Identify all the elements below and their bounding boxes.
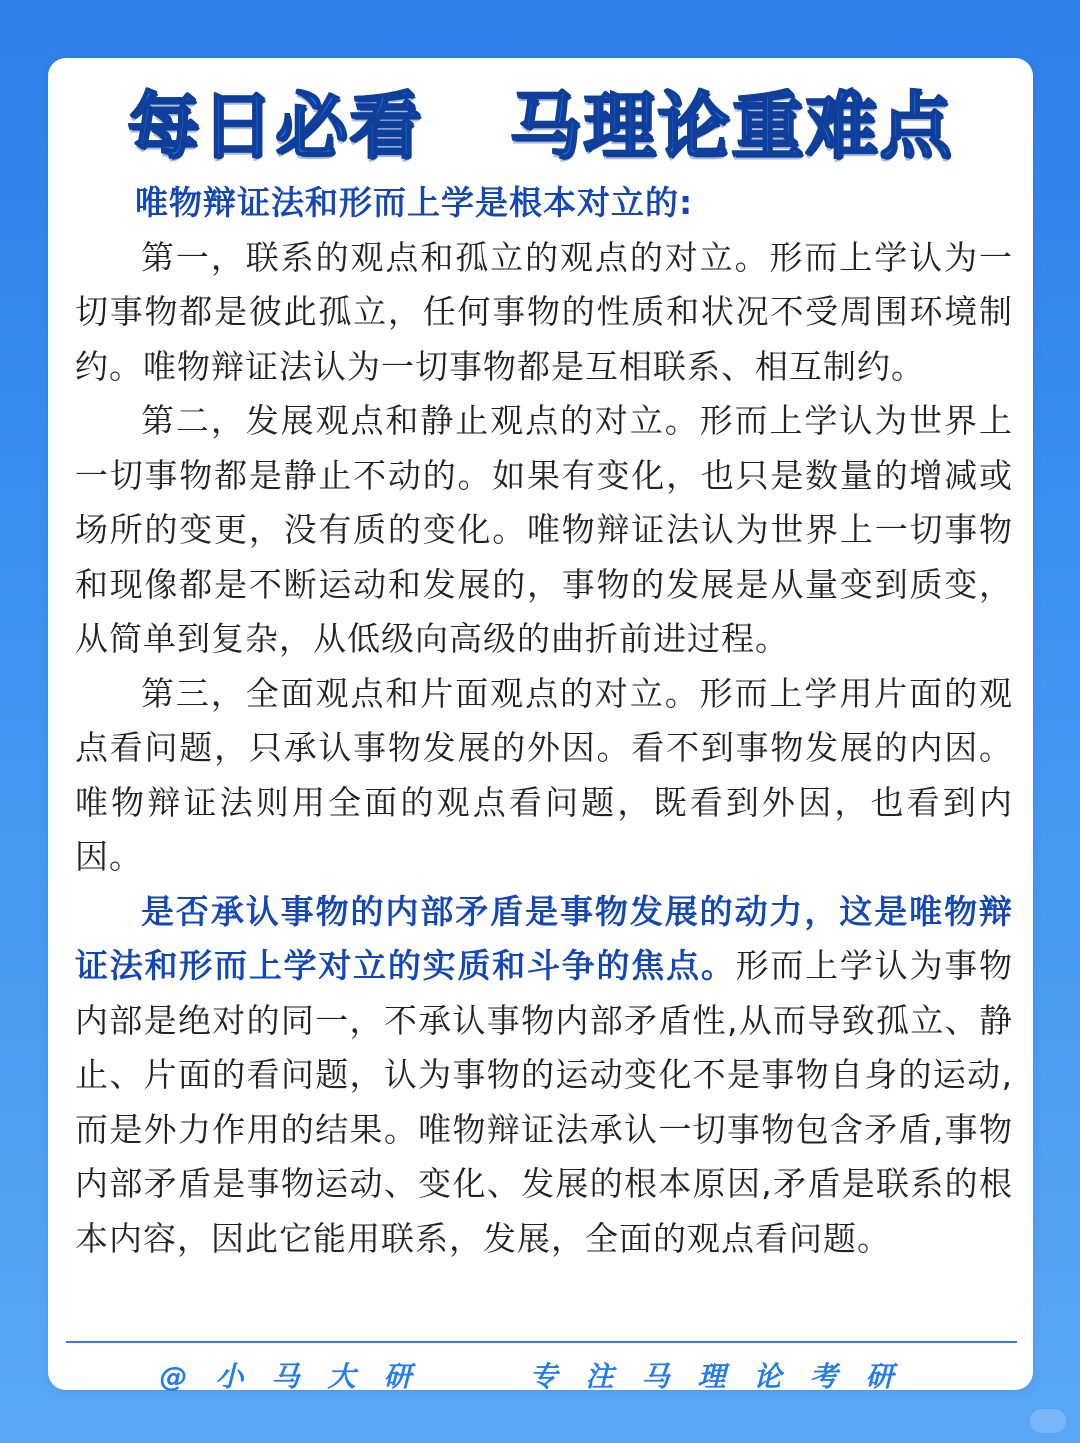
paragraph-3: 第三，全面观点和片面观点的对立。形而上学用片面的观点看问题，只承认事物发展的外因。看不到事物发展的内因。唯物辩证法则用全面的观点看问题，既看到外因，也看到内因。 xyxy=(75,673,1013,876)
footer-divider xyxy=(66,1341,1017,1343)
paragraph-4 xyxy=(75,885,1013,1267)
paragraph-2: 第二，发展观点和静止观点的对立。形而上学认为世界上一切事物都是静止不动的。如果有变化，也只是数量的增减或场所的变更，没有质的变化。唯物辩证法认为世界上一切事物和现像都是不断运动和发展的，事物的发展是从量变到质变，从简单到复杂，从低级向高级的曲折前进过程。 xyxy=(75,401,1013,658)
emphasis-text: 是否承认事物的内部矛盾是事物发展的动力，这是唯物辩证法和形而上学对立的实质和斗争的焦点。 xyxy=(75,891,1013,985)
watermark-badge xyxy=(1030,1409,1066,1433)
section-heading: 唯物辩证法和形而上学是根本对立的: xyxy=(135,183,694,222)
title-banner xyxy=(48,76,1033,176)
footer-text xyxy=(48,1355,1033,1395)
footer-slogan: 专注马理论考研 xyxy=(529,1360,922,1393)
title-left: 每日必看 xyxy=(127,84,424,168)
paragraph-1: 第一，联系的观点和孤立的观点的对立。形而上学认为一切事物都是彼此孤立，任何事物的性质和状况不受周围环境制约。唯物辩证法认为一切事物都是互相联系、相互制约。 xyxy=(75,237,1013,386)
content-card xyxy=(48,58,1033,1393)
title-right: 马理论重难点 xyxy=(509,84,954,168)
paragraph-4-rest: 形而上学认为事物内部是绝对的同一，不承认事物内部矛盾性,从而导致孤立、静止、片面的看问题，认为事物的运动变化不是事物自身的运动,而是外力作用的结果。唯物辩证法承认一切事物包含矛盾,事物内部矛盾是事物运动、变化、发展的根本原因,矛盾是联系的根本内容，因此它能用联系，发展，全面的观点看问题。 xyxy=(75,946,1014,1258)
footer-handle: @小马大研 xyxy=(159,1360,440,1393)
article-body xyxy=(75,176,1013,1266)
